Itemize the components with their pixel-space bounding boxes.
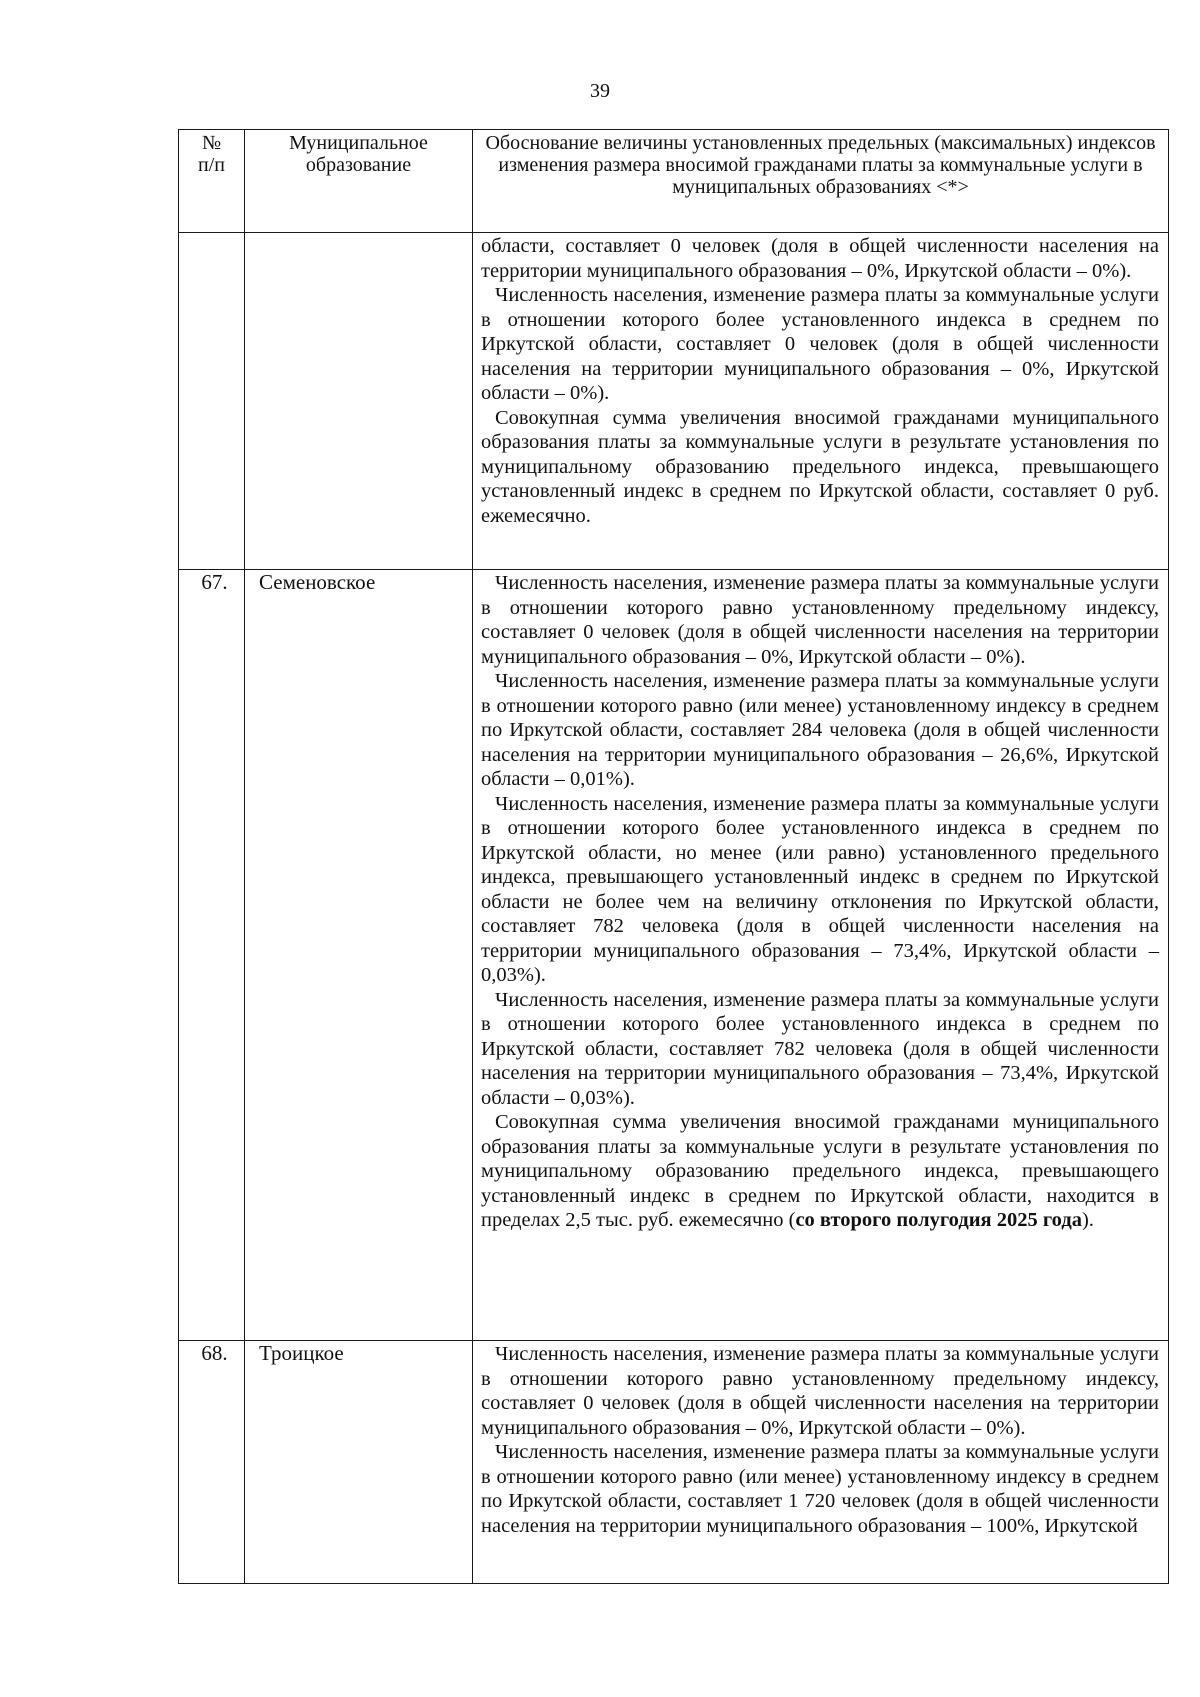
justification-paragraph: Численность населения, изменение размера платы за коммунальные услуги в отношении которого равно (или менее) установленному индексу в среднем по Иркутской области, составляет 1 720 человек (доля в общей численности населения на территории муниципального образования – 100%, Иркутской xyxy=(481,1441,1159,1537)
justification-paragraph: Численность населения, изменение размера платы за коммунальные услуги в отношении которого более установленного индекса в среднем по Иркутской области, составляет 782 человека (доля в общей численности населения на территории муниципального образования – 73,4%, Иркутской области – 0,03%). xyxy=(481,988,1159,1109)
justification-paragraph: Совокупная сумма увеличения вносимой гражданами муниципального образования платы за коммунальные услуги в результате установления по муниципальному образованию предельного индекса, превышающего установленный индекс в среднем по Иркутской области, составляет 0 руб. ежемесячно. xyxy=(481,406,1159,527)
tariff-index-table xyxy=(178,129,1169,1584)
header-number-label: № п/п xyxy=(198,132,225,176)
period-note-end: ). xyxy=(1081,1209,1094,1231)
header-municipality-label: Муниципальное образование xyxy=(289,132,428,176)
row-municipality: Троицкое xyxy=(245,1341,473,1584)
justification-paragraph: Численность населения, изменение размера платы за коммунальные услуги в отношении которого более установленного индекса в среднем по Иркутской области, но менее (или равно) установленного предельного индекса, превышающего установленный индекс в среднем по Иркутской области не более чем на величину отклонения по Иркутской области, составляет 782 человека (доля в общей численности населения на территории муниципального образования – 73,4%, Иркутской области – 0,03%). xyxy=(481,792,1159,986)
justification-paragraph-total xyxy=(481,1110,1159,1233)
total-text: Совокупная сумма увеличения вносимой гражданами муниципального образования платы за коммунальные услуги в результате установления по муниципальному образованию предельного индекса, превышающего установленный индекс в среднем по Иркутской области, находится в пределах 2,5 тыс. руб. ежемесячно ( xyxy=(481,1111,1159,1231)
page-number: 39 xyxy=(590,80,610,102)
table-row xyxy=(179,570,1169,1341)
row-number xyxy=(179,233,245,570)
row-justification xyxy=(473,570,1169,1341)
justification-paragraph: Численность населения, изменение размера платы за коммунальные услуги в отношении которого равно (или менее) установленному индексу в среднем по Иркутской области, составляет 284 человека (доля в общей численности населения на территории муниципального образования – 26,6%, Иркутской области – 0,01%). xyxy=(481,670,1159,790)
header-number xyxy=(179,130,245,233)
row-municipality xyxy=(245,233,473,570)
justification-paragraph: Численность населения, изменение размера платы за коммунальные услуги в отношении которого более установленного индекса в среднем по Иркутской области, составляет 0 человек (доля в общей численности населения на территории муниципального образования – 0%, Иркутской области – 0%). xyxy=(481,284,1159,404)
row-number: 68. xyxy=(179,1341,245,1584)
justification-paragraph: Численность населения, изменение размера платы за коммунальные услуги в отношении которого равно установленному предельному индексу, составляет 0 человек (доля в общей численности населения на территории муниципального образования – 0%, Иркутской области – 0%). xyxy=(481,572,1159,668)
table-header-row xyxy=(179,130,1169,233)
table-row xyxy=(179,233,1169,570)
period-note: со второго полугодия 2025 года xyxy=(795,1209,1082,1231)
table-row xyxy=(179,1341,1169,1584)
row-number: 67. xyxy=(179,570,245,1341)
header-justification xyxy=(473,130,1169,233)
header-municipality xyxy=(245,130,473,233)
row-municipality: Семеновское xyxy=(245,570,473,1341)
row-justification xyxy=(473,233,1169,570)
justification-paragraph: Численность населения, изменение размера платы за коммунальные услуги в отношении которого равно установленному предельному индексу, составляет 0 человек (доля в общей численности населения на территории муниципального образования – 0%, Иркутской области – 0%). xyxy=(481,1343,1159,1439)
justification-paragraph: области, составляет 0 человек (доля в общей численности населения на территории муниципального образования – 0%, Иркутской области – 0%). xyxy=(481,235,1159,282)
row-justification xyxy=(473,1341,1169,1584)
header-justification-label: Обоснование величины установленных предельных (максимальных) индексов изменения размера вносимой гражданами платы за коммунальные услуги в муниципальных образованиях <*> xyxy=(485,132,1156,198)
